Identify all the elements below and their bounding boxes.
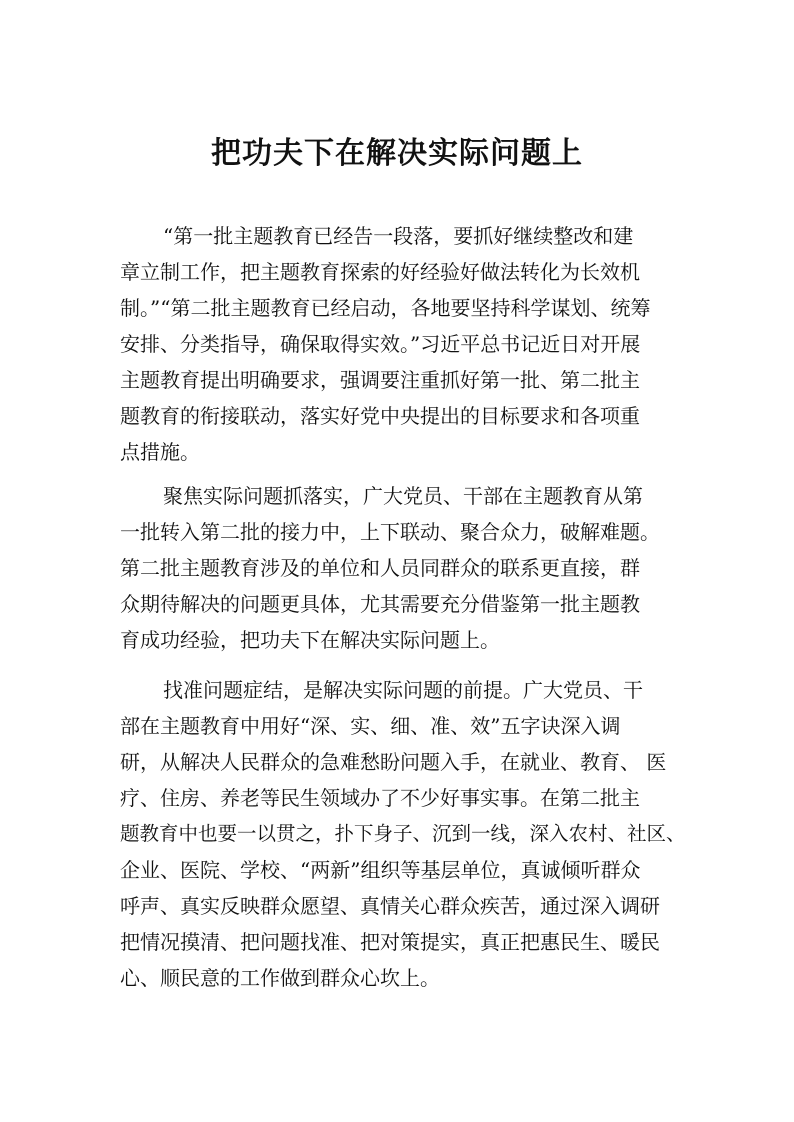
text-line: 研，从解决人民群众的急难愁盼问题入手，在就业、教育、 医 (120, 750, 667, 774)
document-title: 把功夫下在解决实际问题上 (211, 136, 583, 171)
text-line: 制。”“第二批主题教育已经启动，各地要坚持科学谋划、统筹 (120, 296, 651, 320)
text-line: 题教育的衔接联动，落实好党中央提出的目标要求和各项重 (120, 404, 640, 428)
text-line: 疗、住房、养老等民生领域办了不少好事实事。在第二批主 (120, 786, 640, 810)
text-line: 育成功经验，把功夫下在解决实际问题上。 (120, 628, 500, 652)
text-line: 安排、分类指导，确保取得实效。”习近平总书记近日对开展 (120, 332, 641, 356)
text-line: “第一批主题教育已经告一段落，要抓好继续整改和建 (163, 224, 634, 248)
text-line: 第二批主题教育涉及的单位和人员同群众的联系更直接，群 (120, 556, 640, 580)
text-line: 心、顺民意的工作做到群众心坎上。 (120, 966, 440, 990)
text-line: 章立制工作，把主题教育探索的好经验好做法转化为长效机 (120, 260, 640, 284)
text-line: 点措施。 (120, 440, 200, 464)
text-line: 一批转入第二批的接力中，上下联动、聚合众力，破解难题。 (120, 520, 660, 544)
text-line: 企业、医院、学校、“两新”组织等基层单位，真诚倾听群众 (120, 858, 641, 882)
text-line: 找准问题症结，是解决实际问题的前提。广大党员、干 (163, 678, 643, 702)
text-line: 众期待解决的问题更具体，尤其需要充分借鉴第一批主题教 (120, 592, 640, 616)
text-line: 题教育中也要一以贯之，扑下身子、沉到一线，深入农村、社区、 (120, 822, 686, 845)
text-line: 主题教育提出明确要求，强调要注重抓好第一批、第二批主 (120, 368, 640, 392)
text-line: 把情况摸清、把问题找准、把对策提实，真正把惠民生、暖民 (120, 930, 660, 954)
text-line: 聚焦实际问题抓落实，广大党员、干部在主题教育从第 (163, 484, 643, 508)
text-line: 呼声、真实反映群众愿望、真情关心群众疾苦，通过深入调研 (120, 894, 660, 918)
text-line: 部在主题教育中用好“深、实、细、准、效”五字诀深入调 (120, 714, 621, 738)
